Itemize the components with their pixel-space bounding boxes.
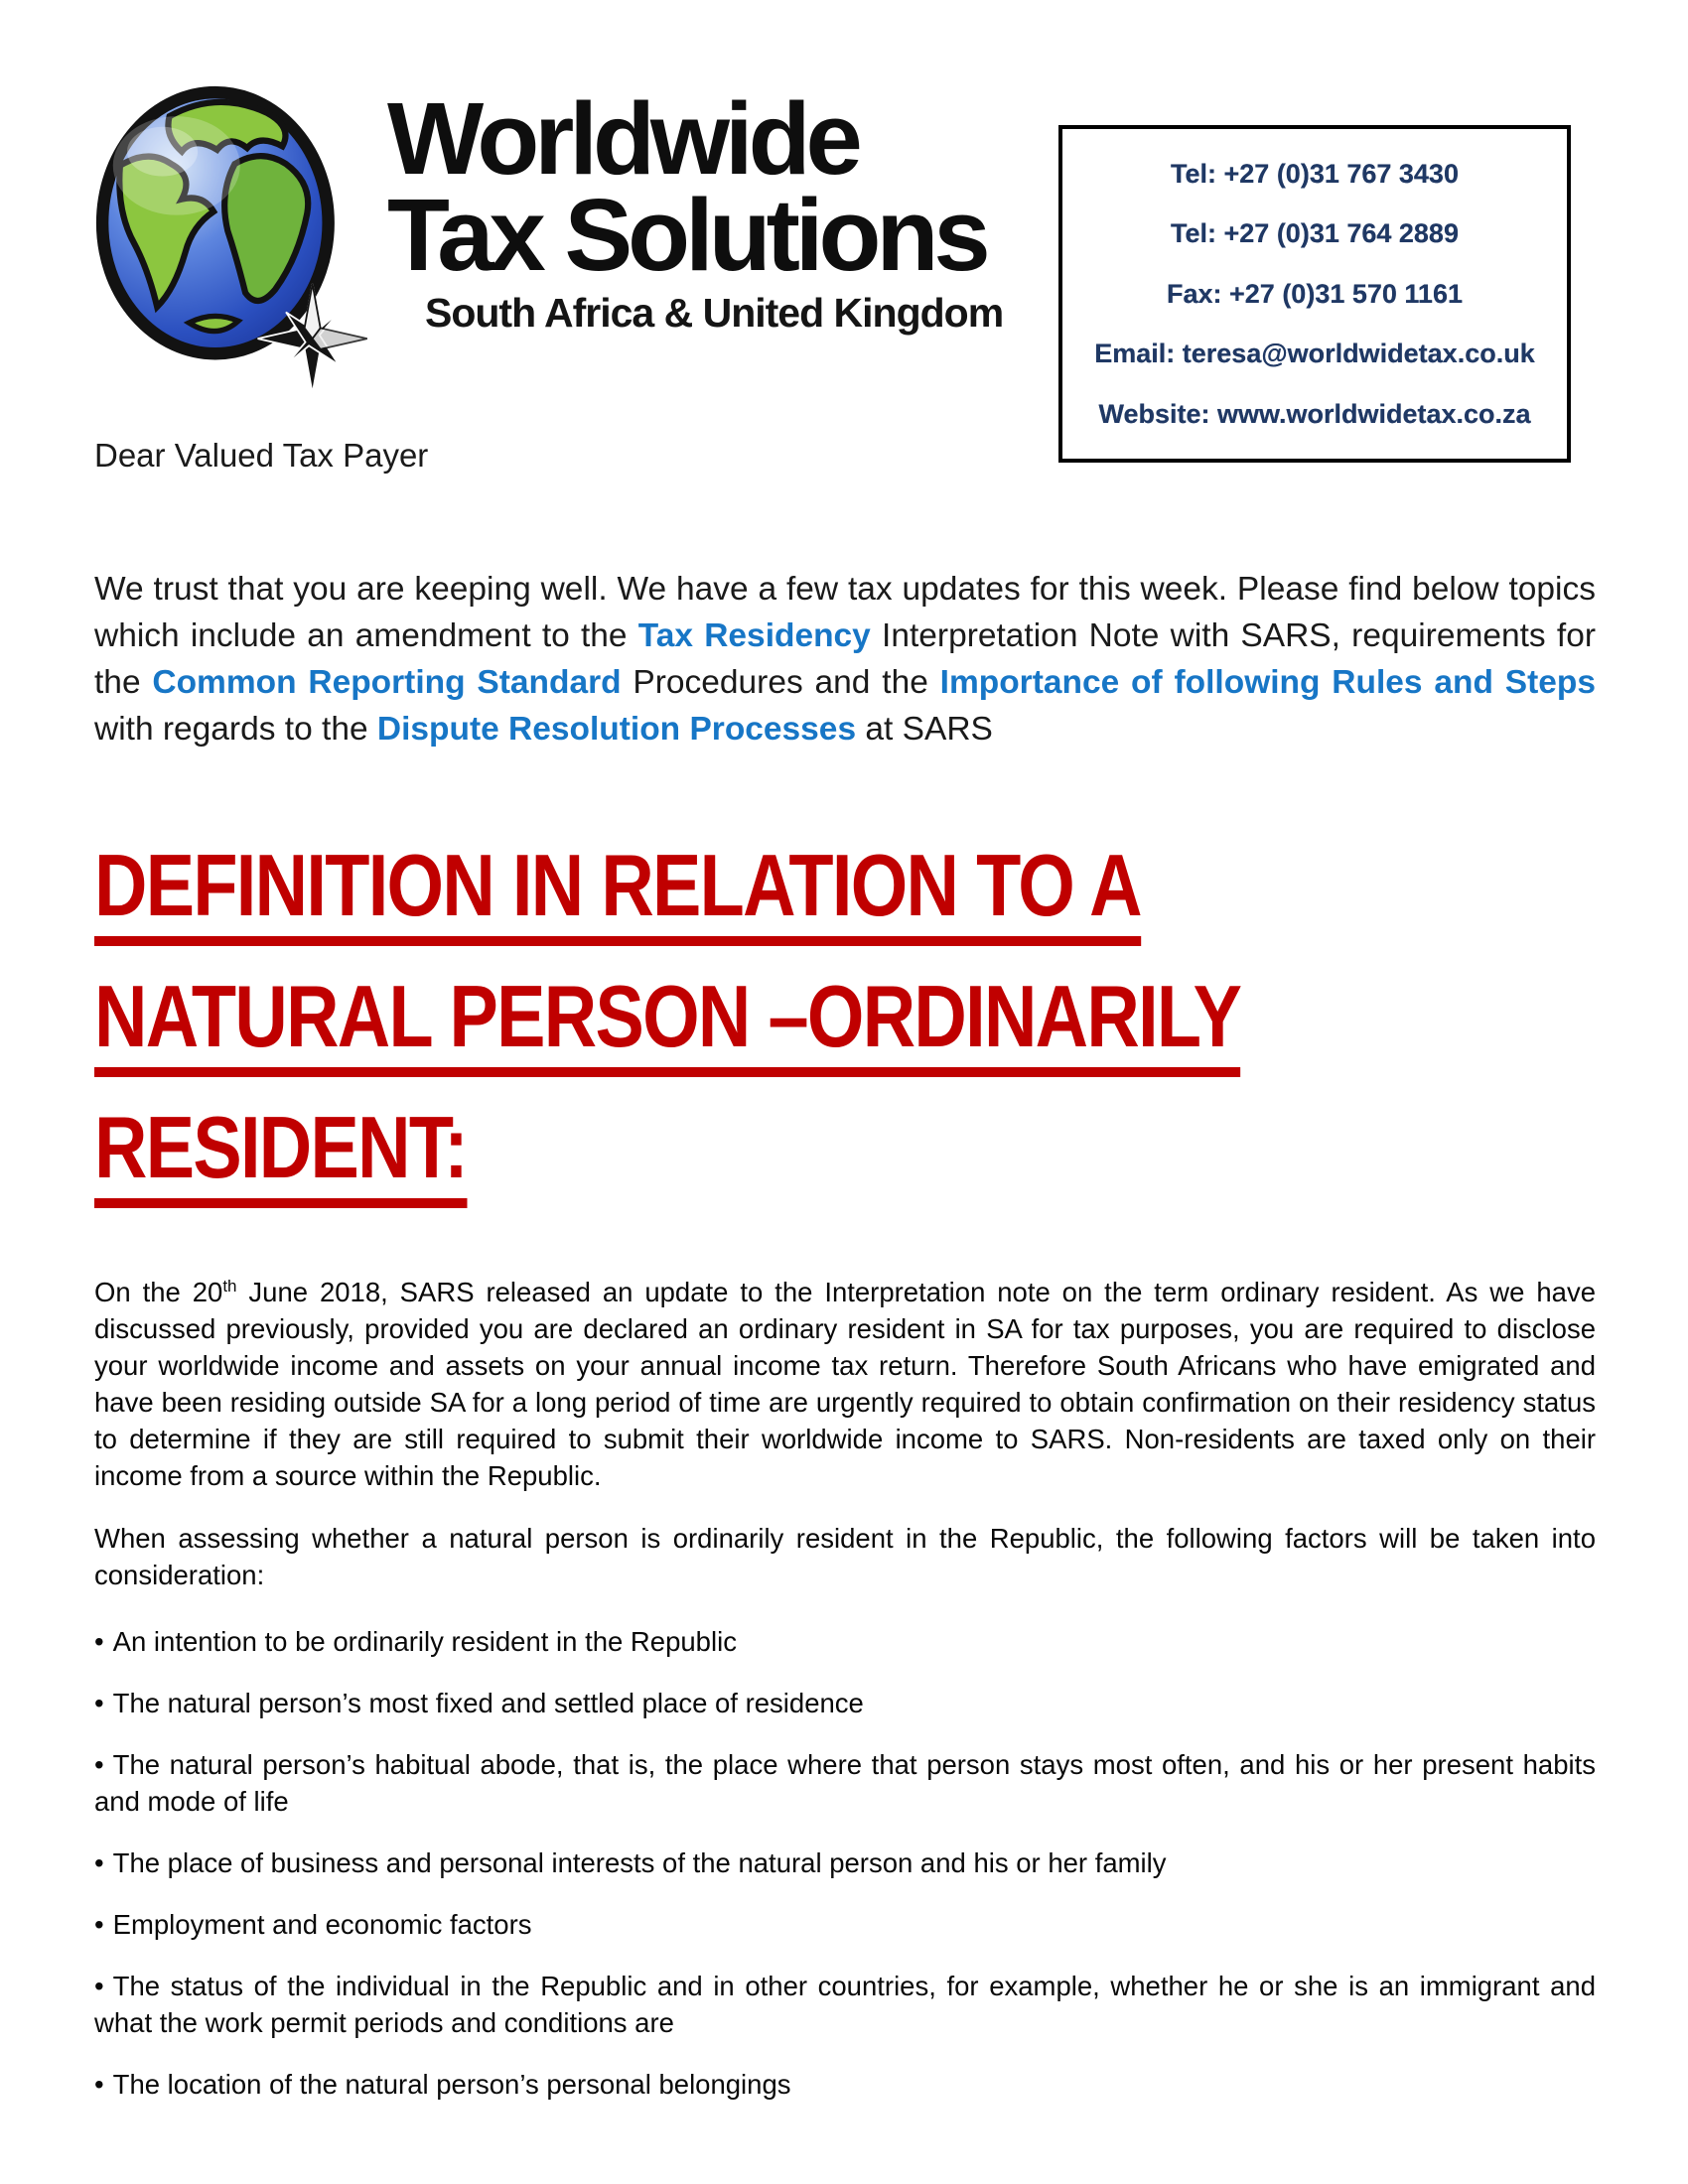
section-heading bbox=[94, 836, 1596, 1208]
list-item-text: The location of the natural person’s personal belongings bbox=[112, 2069, 791, 2100]
greeting: Dear Valued Tax Payer bbox=[94, 437, 429, 474]
bullet-icon: • bbox=[94, 2069, 104, 2100]
text-run: June 2018, SARS released an update to the Interpretation note on the term ordinary resident. As we have discussed previously, provided you are declared an ordinary resident in SA for tax purposes, you are required to disclose your worldwide income and assets on your annual income tax return. Therefore South Africans who have emigrated and have been residing outside SA for a long period of time are urgently required to obtain confirmation on their residency status to determine if they are still required to submit their worldwide income to SARS. Non-residents are taxed only on their income from a source within the Republic. bbox=[94, 1277, 1596, 1491]
list-item-text: The place of business and personal interests of the natural person and his or her family bbox=[112, 1847, 1167, 1878]
highlighted-text: Dispute Resolution Processes bbox=[376, 711, 857, 748]
logo-text bbox=[387, 77, 1003, 337]
bullet-icon: • bbox=[94, 1749, 104, 1780]
bullet-icon: • bbox=[94, 1626, 104, 1657]
text-run: We trust that you are keeping well. We have a few tax updates for this week. Please find below topics which include an amendment to the bbox=[94, 571, 1596, 654]
globe-icon bbox=[81, 77, 379, 395]
contact-line bbox=[1171, 159, 1459, 190]
contact-line bbox=[1167, 279, 1463, 310]
text-run: Interpretation Note with SARS, requirements for the bbox=[94, 617, 1596, 701]
highlighted-text: Tax Residency bbox=[637, 617, 871, 654]
paragraph-assessment-intro: When assessing whether a natural person is ordinarily resident in the Republic, the following factors will be taken into consideration: bbox=[94, 1523, 1596, 1590]
contact-line bbox=[1094, 339, 1534, 369]
text-run: On the 20 bbox=[94, 1277, 223, 1307]
bullet-icon: • bbox=[94, 1971, 104, 2001]
contact-line-text: Tel: +27 (0)31 767 3430 bbox=[1171, 158, 1459, 189]
logo-title-line2: Tax Solutions bbox=[387, 177, 986, 292]
list-item-text: An intention to be ordinarily resident in the Republic bbox=[112, 1626, 737, 1657]
contact-info-box bbox=[1058, 125, 1571, 463]
list-item bbox=[94, 1746, 1596, 1820]
contact-line bbox=[1171, 218, 1459, 249]
text-run: at SARS bbox=[856, 711, 993, 748]
list-item bbox=[94, 1968, 1596, 2041]
bullet-icon: • bbox=[94, 1847, 104, 1878]
list-item bbox=[94, 1906, 1596, 1943]
list-item-text: The natural person’s most fixed and settled place of residence bbox=[112, 1688, 864, 1718]
list-item bbox=[94, 1685, 1596, 1721]
highlighted-text: Importance of following Rules and Steps bbox=[939, 664, 1596, 701]
company-logo bbox=[81, 77, 1003, 395]
list-item-text: Employment and economic factors bbox=[112, 1909, 532, 1940]
factors-list bbox=[94, 1623, 1596, 2103]
list-item bbox=[94, 1623, 1596, 1660]
contact-line-text: Website: www.worldwidetax.co.za bbox=[1098, 398, 1531, 429]
bullet-icon: • bbox=[94, 1909, 104, 1940]
letter-body bbox=[94, 437, 1596, 2127]
text-run: with regards to the bbox=[94, 711, 377, 748]
superscript-text: th bbox=[222, 1276, 237, 1296]
intro-paragraph bbox=[94, 566, 1596, 752]
contact-line bbox=[1098, 399, 1530, 430]
contact-line-text: Fax: +27 (0)31 570 1161 bbox=[1167, 278, 1463, 309]
highlighted-text: Common Reporting Standard bbox=[152, 664, 622, 701]
list-item-text: The natural person’s habitual abode, that is, the place where that person stays most often, and his or her present habits and mode of life bbox=[94, 1749, 1596, 1817]
list-item bbox=[94, 1844, 1596, 1881]
list-item-text: The status of the individual in the Republic and in other countries, for example, whether he or she is an immigrant and what the work permit periods and conditions are bbox=[94, 1971, 1596, 2038]
logo-title-line1: Worldwide bbox=[387, 81, 858, 196]
heading-line: NATURAL PERSON –ORDINARILY bbox=[94, 973, 1240, 1077]
list-item bbox=[94, 2066, 1596, 2103]
contact-line-text: Email: teresa@worldwidetax.co.uk bbox=[1094, 339, 1535, 368]
contact-line-text: Tel: +27 (0)31 764 2889 bbox=[1171, 218, 1459, 248]
heading-line: DEFINITION IN RELATION TO A bbox=[94, 842, 1141, 946]
paragraph-interpretation-note bbox=[94, 1274, 1596, 1494]
heading-line: RESIDENT: bbox=[94, 1104, 467, 1208]
bullet-icon: • bbox=[94, 1688, 104, 1718]
logo-tagline: South Africa & United Kingdom bbox=[425, 289, 1004, 336]
text-run: Procedures and the bbox=[621, 664, 940, 701]
